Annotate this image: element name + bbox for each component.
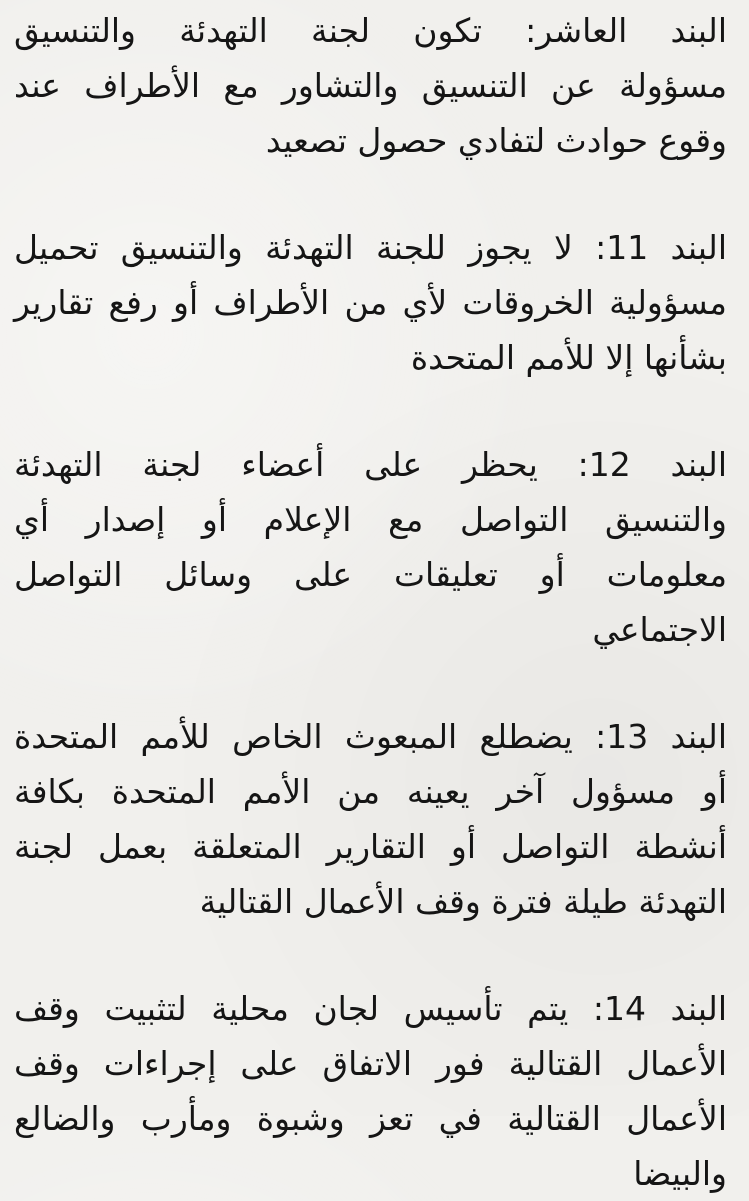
- clause-14-line-1: البند 14: يتم تأسيس لجان محلية لتثبيت وقف: [14, 989, 727, 1028]
- clause-11-line-2: مسؤولية الخروقات لأي من الأطراف أو رفع تقارير: [14, 283, 727, 322]
- paragraph-spacer: [14, 385, 727, 437]
- clause-10: [14, 0, 727, 168]
- clause-12-line-3: معلومات أو تعليقات على وسائل التواصل: [14, 555, 727, 594]
- clause-10-line-3: وقوع حوادث لتفادي حصول تصعيد: [265, 121, 727, 160]
- clause-11-line-1: البند 11: لا يجوز للجنة التهدئة والتنسيق تحميل: [14, 228, 727, 267]
- clause-14-line-3: الأعمال القتالية في تعز وشبوة ومأرب والضالع: [14, 1099, 727, 1138]
- paragraph-spacer: [14, 929, 727, 981]
- clause-12-line-2: والتنسيق التواصل مع الإعلام أو إصدار أي: [14, 500, 727, 539]
- clause-11: [14, 220, 727, 385]
- clause-14: [14, 981, 727, 1201]
- clause-14-line-4: والبيضا: [633, 1154, 727, 1193]
- clause-12-line-1: البند 12: يحظر على أعضاء لجنة التهدئة: [14, 445, 727, 484]
- paragraph-spacer: [14, 657, 727, 709]
- clause-12: [14, 437, 727, 657]
- clause-13-line-2: أو مسؤول آخر يعينه من الأمم المتحدة بكافة: [14, 772, 727, 811]
- clause-13: [14, 709, 727, 929]
- clause-14-line-2: الأعمال القتالية فور الاتفاق على إجراءات وقف: [14, 1044, 727, 1083]
- clause-10-line-2: مسؤولة عن التنسيق والتشاور مع الأطراف عند: [14, 66, 727, 105]
- clause-13-line-1: البند 13: يضطلع المبعوث الخاص للأمم المتحدة: [14, 717, 727, 756]
- paragraph-spacer: [14, 168, 727, 220]
- clause-13-line-4: التهدئة طيلة فترة وقف الأعمال القتالية: [199, 882, 727, 921]
- clause-11-line-3: بشأنها إلا للأمم المتحدة: [410, 338, 727, 377]
- clause-13-line-3: أنشطة التواصل أو التقارير المتعلقة بعمل لجنة: [14, 827, 727, 866]
- clause-12-line-4: الاجتماعي: [592, 610, 727, 649]
- clause-10-line-1: البند العاشر: تكون لجنة التهدئة والتنسيق: [14, 11, 727, 50]
